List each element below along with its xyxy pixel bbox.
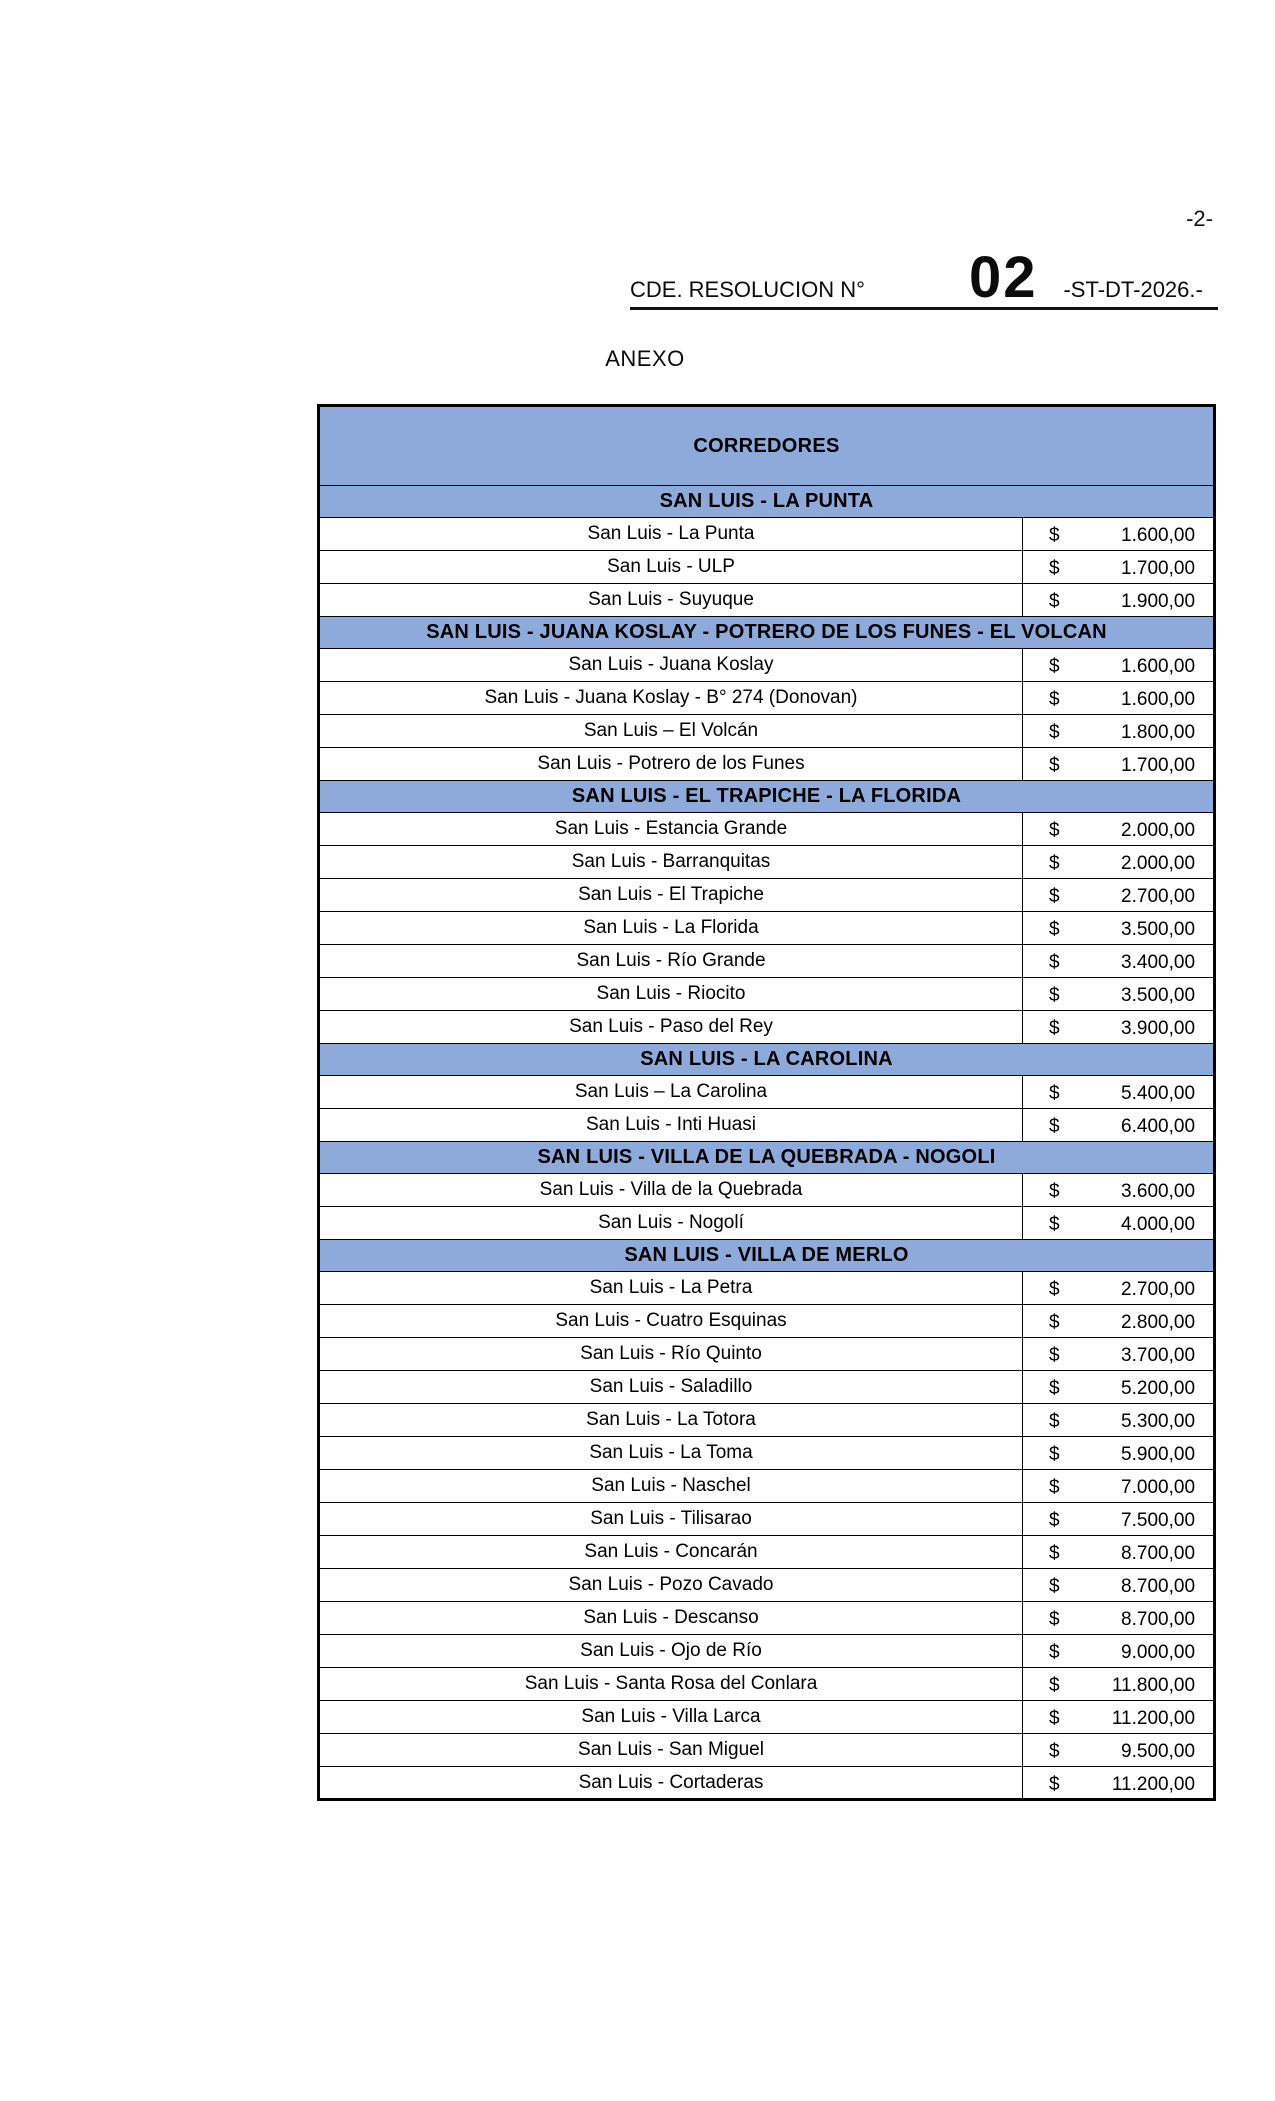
fare-cell	[1023, 1602, 1215, 1635]
corridor-row	[319, 945, 1215, 978]
corridor-name: San Luis - Ojo de Río	[319, 1635, 1023, 1668]
fare-amount: 5.900,00	[1121, 1444, 1196, 1465]
corridor-row	[319, 1404, 1215, 1437]
fare-price	[1023, 718, 1213, 744]
fare-price	[1023, 1374, 1213, 1400]
corridor-name: San Luis - Naschel	[319, 1470, 1023, 1503]
fare-amount: 2.700,00	[1121, 886, 1196, 907]
fare-price	[1023, 751, 1213, 777]
currency-symbol: $	[1049, 656, 1060, 677]
fare-price	[1023, 1407, 1213, 1433]
fare-cell	[1023, 715, 1215, 748]
fare-price	[1023, 587, 1213, 613]
currency-symbol: $	[1049, 722, 1060, 743]
fare-price	[1023, 1112, 1213, 1138]
corridor-row	[319, 1635, 1215, 1668]
fare-cell	[1023, 1404, 1215, 1437]
corridor-row	[319, 1371, 1215, 1404]
section-title: SAN LUIS - LA PUNTA	[319, 486, 1215, 518]
corridor-row	[319, 1569, 1215, 1602]
corridor-row	[319, 1536, 1215, 1569]
currency-symbol: $	[1049, 689, 1060, 710]
corridor-name: San Luis - La Petra	[319, 1272, 1023, 1305]
corridor-row	[319, 1338, 1215, 1371]
fare-cell	[1023, 1338, 1215, 1371]
section-header-row	[319, 1240, 1215, 1272]
fare-cell	[1023, 1635, 1215, 1668]
resolution-label: CDE. RESOLUCION N°	[630, 277, 865, 302]
corridor-row	[319, 1076, 1215, 1109]
section-header-row	[319, 617, 1215, 649]
corridor-name: San Luis - Riocito	[319, 978, 1023, 1011]
fare-price	[1023, 521, 1213, 547]
fare-amount: 1.700,00	[1121, 755, 1196, 776]
fare-price	[1023, 1275, 1213, 1301]
fare-amount: 7.000,00	[1121, 1477, 1196, 1498]
corridor-row	[319, 1305, 1215, 1338]
anexo-title: ANEXO	[605, 346, 685, 371]
corridor-row	[319, 1207, 1215, 1240]
fare-price	[1023, 816, 1213, 842]
fare-cell	[1023, 748, 1215, 781]
corridor-name: San Luis - Potrero de los Funes	[319, 748, 1023, 781]
fare-cell	[1023, 1437, 1215, 1470]
fare-cell	[1023, 912, 1215, 945]
fare-amount: 5.200,00	[1121, 1378, 1196, 1399]
corridor-name: San Luis - Juana Koslay - B° 274 (Donovan)	[319, 682, 1023, 715]
fare-cell	[1023, 846, 1215, 879]
fare-cell	[1023, 518, 1215, 551]
fare-price	[1023, 1079, 1213, 1105]
currency-symbol: $	[1049, 558, 1060, 579]
fare-cell	[1023, 1305, 1215, 1338]
corridor-name: San Luis – La Carolina	[319, 1076, 1023, 1109]
corridor-name: San Luis - Paso del Rey	[319, 1011, 1023, 1044]
corridor-name: San Luis - Suyuque	[319, 584, 1023, 617]
currency-symbol: $	[1049, 985, 1060, 1006]
fare-price	[1023, 915, 1213, 941]
corridor-name: San Luis - Juana Koslay	[319, 649, 1023, 682]
fare-amount: 11.800,00	[1111, 1675, 1196, 1696]
currency-symbol: $	[1049, 1510, 1060, 1531]
fare-cell	[1023, 1470, 1215, 1503]
fare-cell	[1023, 1076, 1215, 1109]
currency-symbol: $	[1049, 952, 1060, 973]
fare-cell	[1023, 978, 1215, 1011]
corridor-row	[319, 912, 1215, 945]
fare-amount: 1.900,00	[1121, 591, 1196, 612]
fare-price	[1023, 849, 1213, 875]
corridor-row	[319, 1174, 1215, 1207]
fare-amount: 5.300,00	[1121, 1411, 1196, 1432]
fare-amount: 3.400,00	[1121, 952, 1196, 973]
corridor-name: San Luis - Cortaderas	[319, 1767, 1023, 1800]
fare-price	[1023, 1177, 1213, 1203]
corridor-name: San Luis - ULP	[319, 551, 1023, 584]
corridor-row	[319, 1767, 1215, 1800]
fare-cell	[1023, 551, 1215, 584]
fare-amount: 9.500,00	[1121, 1741, 1196, 1762]
fare-price	[1023, 652, 1213, 678]
fare-amount: 3.600,00	[1121, 1181, 1196, 1202]
corridor-name: San Luis – El Volcán	[319, 715, 1023, 748]
fare-price	[1023, 1539, 1213, 1565]
corridor-row	[319, 649, 1215, 682]
fare-price	[1023, 1210, 1213, 1236]
section-title: SAN LUIS - VILLA DE MERLO	[319, 1240, 1215, 1272]
currency-symbol: $	[1049, 1214, 1060, 1235]
section-title: SAN LUIS - JUANA KOSLAY - POTRERO DE LOS FUNES - EL VOLCAN	[319, 617, 1215, 649]
fare-amount: 5.400,00	[1121, 1083, 1196, 1104]
fare-cell	[1023, 1668, 1215, 1701]
corridor-name: San Luis - Estancia Grande	[319, 813, 1023, 846]
fare-cell	[1023, 584, 1215, 617]
corridor-name: San Luis - La Toma	[319, 1437, 1023, 1470]
currency-symbol: $	[1049, 525, 1060, 546]
corridor-row	[319, 551, 1215, 584]
fare-cell	[1023, 813, 1215, 846]
fare-price	[1023, 1473, 1213, 1499]
currency-symbol: $	[1049, 1642, 1060, 1663]
corridor-row	[319, 1272, 1215, 1305]
fare-cell	[1023, 1109, 1215, 1142]
section-title: SAN LUIS - EL TRAPICHE - LA FLORIDA	[319, 781, 1215, 813]
fare-price	[1023, 1440, 1213, 1466]
corridor-row	[319, 1437, 1215, 1470]
corridor-name: San Luis - Santa Rosa del Conlara	[319, 1668, 1023, 1701]
fare-cell	[1023, 1767, 1215, 1800]
corridor-row	[319, 584, 1215, 617]
fare-amount: 1.600,00	[1121, 689, 1196, 710]
resolution-number: 02	[968, 245, 1038, 310]
currency-symbol: $	[1049, 1312, 1060, 1333]
fare-amount: 1.800,00	[1121, 722, 1196, 743]
corridor-name: San Luis - Descanso	[319, 1602, 1023, 1635]
corridor-row	[319, 1470, 1215, 1503]
currency-symbol: $	[1049, 1609, 1060, 1630]
currency-symbol: $	[1049, 1116, 1060, 1137]
currency-symbol: $	[1049, 1741, 1060, 1762]
corridor-row	[319, 879, 1215, 912]
currency-symbol: $	[1049, 919, 1060, 940]
corridor-name: San Luis - La Totora	[319, 1404, 1023, 1437]
corridor-name: San Luis - Río Grande	[319, 945, 1023, 978]
corridor-name: San Luis - Río Quinto	[319, 1338, 1023, 1371]
corridor-name: San Luis - Inti Huasi	[319, 1109, 1023, 1142]
fare-price	[1023, 1014, 1213, 1040]
fare-price	[1023, 685, 1213, 711]
fare-amount: 3.900,00	[1121, 1018, 1196, 1039]
corridor-name: San Luis - Pozo Cavado	[319, 1569, 1023, 1602]
fare-amount: 2.800,00	[1121, 1312, 1196, 1333]
corridor-row	[319, 682, 1215, 715]
section-header-row	[319, 1044, 1215, 1076]
fare-amount: 8.700,00	[1121, 1576, 1196, 1597]
corridor-name: San Luis - Nogolí	[319, 1207, 1023, 1240]
currency-symbol: $	[1049, 1444, 1060, 1465]
section-header-row	[319, 781, 1215, 813]
fare-cell	[1023, 1371, 1215, 1404]
corridor-row	[319, 518, 1215, 551]
table-title-row	[319, 406, 1215, 486]
fare-price	[1023, 1704, 1213, 1730]
fare-cell	[1023, 682, 1215, 715]
currency-symbol: $	[1049, 886, 1060, 907]
corridor-row	[319, 1109, 1215, 1142]
currency-symbol: $	[1049, 1345, 1060, 1366]
corridor-row	[319, 813, 1215, 846]
corridor-row	[319, 978, 1215, 1011]
currency-symbol: $	[1049, 1279, 1060, 1300]
fare-cell	[1023, 1536, 1215, 1569]
fare-amount: 1.600,00	[1121, 525, 1196, 546]
corridor-row	[319, 1668, 1215, 1701]
fare-price	[1023, 1308, 1213, 1334]
section-header-row	[319, 486, 1215, 518]
fare-amount: 11.200,00	[1111, 1708, 1196, 1729]
corridor-row	[319, 1503, 1215, 1536]
corridor-name: San Luis - La Punta	[319, 518, 1023, 551]
fare-price	[1023, 1770, 1213, 1796]
corridor-name: San Luis - San Miguel	[319, 1734, 1023, 1767]
fare-amount: 2.700,00	[1121, 1279, 1196, 1300]
fare-price	[1023, 1605, 1213, 1631]
fare-amount: 8.700,00	[1121, 1543, 1196, 1564]
fare-price	[1023, 1638, 1213, 1664]
corridor-name: San Luis - Villa de la Quebrada	[319, 1174, 1023, 1207]
currency-symbol: $	[1049, 755, 1060, 776]
fare-amount: 9.000,00	[1121, 1642, 1196, 1663]
corridor-name: San Luis - Tilisarao	[319, 1503, 1023, 1536]
currency-symbol: $	[1049, 1708, 1060, 1729]
table-title: CORREDORES	[319, 406, 1215, 486]
fare-cell	[1023, 649, 1215, 682]
fare-amount: 7.500,00	[1121, 1510, 1196, 1531]
fare-price	[1023, 981, 1213, 1007]
resolution-suffix: -ST-DT-2026.-	[1063, 277, 1203, 302]
fare-amount: 2.000,00	[1121, 820, 1196, 841]
fare-cell	[1023, 1701, 1215, 1734]
fare-amount: 6.400,00	[1121, 1116, 1196, 1137]
currency-symbol: $	[1049, 1477, 1060, 1498]
fare-price	[1023, 948, 1213, 974]
section-title: SAN LUIS - VILLA DE LA QUEBRADA - NOGOLI	[319, 1142, 1215, 1174]
fare-amount: 11.200,00	[1111, 1773, 1196, 1795]
currency-symbol: $	[1049, 853, 1060, 874]
fare-amount: 3.500,00	[1121, 985, 1196, 1006]
corridor-row	[319, 846, 1215, 879]
fare-price	[1023, 1737, 1213, 1763]
section-header-row	[319, 1142, 1215, 1174]
fare-amount: 2.000,00	[1121, 853, 1196, 874]
fare-cell	[1023, 1569, 1215, 1602]
currency-symbol: $	[1049, 591, 1060, 612]
fare-amount: 1.600,00	[1121, 656, 1196, 677]
currency-symbol: $	[1049, 1773, 1060, 1795]
corridor-row	[319, 1701, 1215, 1734]
fare-cell	[1023, 879, 1215, 912]
corridor-row	[319, 715, 1215, 748]
currency-symbol: $	[1049, 1378, 1060, 1399]
fare-amount: 1.700,00	[1121, 558, 1196, 579]
currency-symbol: $	[1049, 820, 1060, 841]
fare-amount: 3.500,00	[1121, 919, 1196, 940]
corridor-row	[319, 1734, 1215, 1767]
corridor-name: San Luis - El Trapiche	[319, 879, 1023, 912]
fare-price	[1023, 1506, 1213, 1532]
fare-cell	[1023, 1207, 1215, 1240]
fare-cell	[1023, 945, 1215, 978]
currency-symbol: $	[1049, 1675, 1060, 1696]
fare-cell	[1023, 1272, 1215, 1305]
currency-symbol: $	[1049, 1411, 1060, 1432]
fare-price	[1023, 1572, 1213, 1598]
fare-amount: 4.000,00	[1121, 1214, 1196, 1235]
corridor-row	[319, 748, 1215, 781]
section-title: SAN LUIS - LA CAROLINA	[319, 1044, 1215, 1076]
currency-symbol: $	[1049, 1083, 1060, 1104]
currency-symbol: $	[1049, 1181, 1060, 1202]
fare-price	[1023, 1671, 1213, 1697]
corridor-name: San Luis - Concarán	[319, 1536, 1023, 1569]
corridor-name: San Luis - La Florida	[319, 912, 1023, 945]
fare-cell	[1023, 1734, 1215, 1767]
corridor-name: San Luis - Barranquitas	[319, 846, 1023, 879]
corridor-name: San Luis - Villa Larca	[319, 1701, 1023, 1734]
currency-symbol: $	[1049, 1543, 1060, 1564]
currency-symbol: $	[1049, 1576, 1060, 1597]
fare-cell	[1023, 1174, 1215, 1207]
fare-amount: 8.700,00	[1121, 1609, 1196, 1630]
fare-price	[1023, 554, 1213, 580]
corridor-row	[319, 1011, 1215, 1044]
fare-price	[1023, 882, 1213, 908]
corridor-name: San Luis - Cuatro Esquinas	[319, 1305, 1023, 1338]
fare-price	[1023, 1341, 1213, 1367]
corridor-name: San Luis - Saladillo	[319, 1371, 1023, 1404]
fare-cell	[1023, 1011, 1215, 1044]
fare-cell	[1023, 1503, 1215, 1536]
corridor-row	[319, 1602, 1215, 1635]
currency-symbol: $	[1049, 1018, 1060, 1039]
fare-amount: 3.700,00	[1121, 1345, 1196, 1366]
page-number: -2-	[1186, 206, 1213, 231]
fares-table	[317, 404, 1216, 1801]
resolution-header	[630, 245, 1218, 310]
